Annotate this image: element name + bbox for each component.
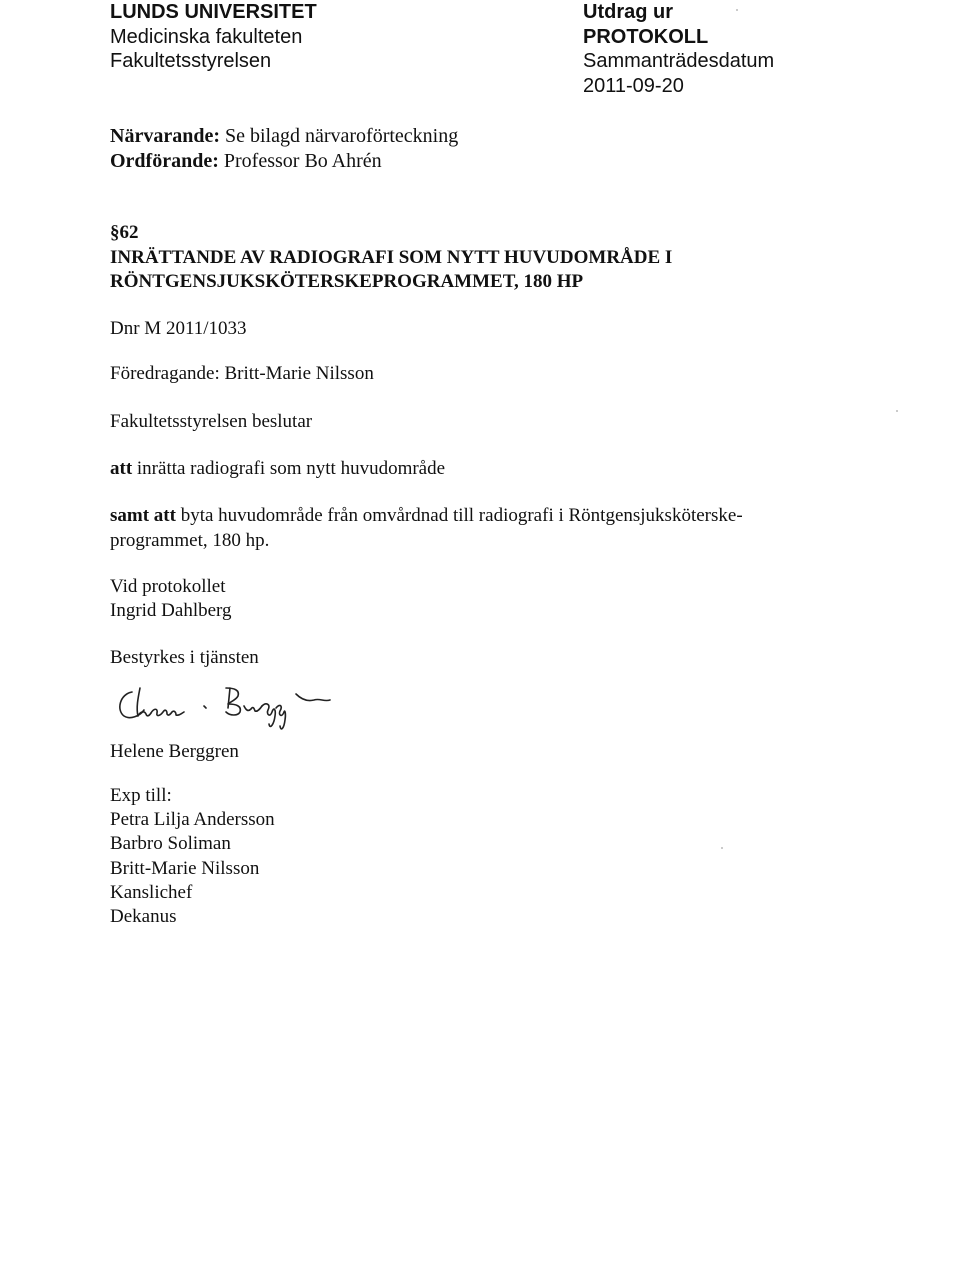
distribution-label: Exp till: <box>110 785 172 806</box>
present-line <box>110 124 890 149</box>
presenter: Föredragande: Britt-Marie Nilsson <box>110 363 374 384</box>
protocol-label: PROTOKOLL <box>583 25 709 48</box>
board-name: Fakultetsstyrelsen <box>110 50 272 72</box>
list-item: Dekanus <box>110 906 177 928</box>
decision-2-text: byta huvudområde från omvårdnad till radiografi i Röntgensjuksköterske-programmet, 180 hp. <box>110 505 743 551</box>
certifier-name: Helene Berggren <box>110 741 239 762</box>
scan-speck <box>721 847 723 849</box>
decision-1 <box>110 457 445 481</box>
list-item: Petra Lilja Andersson <box>110 809 275 831</box>
scan-speck <box>736 9 738 11</box>
chair-line <box>110 149 890 174</box>
meeting-date-label: Sammanträdesdatum <box>583 50 775 72</box>
chair-label: Ordförande: <box>110 150 219 172</box>
faculty-name: Medicinska fakulteten <box>110 25 303 48</box>
board-decision-intro: Fakultetsstyrelsen beslutar <box>110 411 313 432</box>
scan-speck <box>896 410 898 412</box>
header-protocol <box>583 0 903 98</box>
certified-label: Bestyrkes i tjänsten <box>110 647 259 668</box>
section-heading <box>110 221 890 295</box>
section-title-line-1: INRÄTTANDE AV RADIOGRAFI SOM NYTT HUVUDOMRÅDE I <box>110 246 673 268</box>
university-name: LUNDS UNIVERSITET <box>110 1 317 23</box>
meeting-meta <box>110 124 890 174</box>
minutes-by-name: Ingrid Dahlberg <box>110 600 232 621</box>
minutes-by-label: Vid protokollet <box>110 576 226 597</box>
list-item: Kanslichef <box>110 881 193 903</box>
registration-number: Dnr M 2011/1033 <box>110 318 247 339</box>
decision-1-text: inrätta radiografi som nytt huvudområde <box>136 458 446 479</box>
decision-2-lead: samt att <box>110 505 176 526</box>
present-value: Se bilagd närvaroförteckning <box>224 125 459 147</box>
meeting-date: 2011-09-20 <box>583 74 684 97</box>
decision-2 <box>110 504 810 553</box>
section-number: §62 <box>110 222 139 243</box>
excerpt-label: Utdrag ur <box>583 1 673 23</box>
header-institution <box>110 0 530 74</box>
decision-1-lead: att <box>110 458 133 479</box>
chair-value: Professor Bo Ahrén <box>223 150 382 172</box>
list-item: Britt-Marie Nilsson <box>110 857 260 879</box>
list-item: Barbro Soliman <box>110 833 231 855</box>
section-title-line-2: RÖNTGENSJUKSKÖTERSKEPROGRAMMET, 180 HP <box>110 271 584 292</box>
present-label: Närvarande: <box>110 125 220 147</box>
handwritten-signature <box>114 684 364 746</box>
distribution-list <box>110 784 275 929</box>
